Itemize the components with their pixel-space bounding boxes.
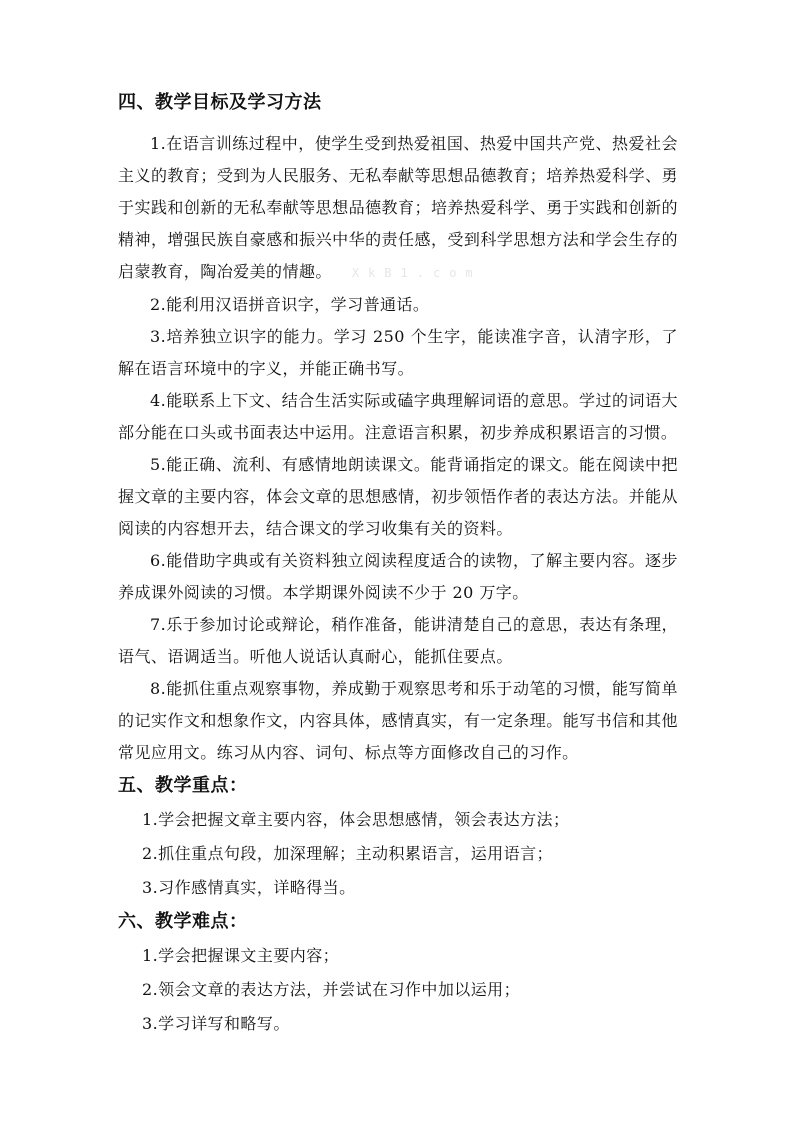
key-point-3: 3.习作感情真实，详略得当。 [142,878,356,897]
goal-item-6: 6.能借助字典或有关资料独立阅读程度适合的读物，了解主要内容。逐步养成课外阅读的习惯。本学期课外阅读不少于 20 万字。 [118,551,678,602]
goal-item-4: 4.能联系上下文、结合生活实际或磕字典理解词语的意思。学过的词语大部分能在口头或书面表达中运用。注意语言积累，初步养成积累语言的习惯。 [118,391,678,442]
section5-heading: 五、教学重点： [118,775,248,796]
key-point-1: 1.学会把握文章主要内容，体会思想感情，领会表达方法； [142,810,570,829]
section4-heading: 四、教学目标及学习方法 [118,92,322,113]
goal-item-8: 8.能抓住重点观察事物，养成勤于观察思考和乐于动笔的习惯，能写简单的记实作文和想象作文，内容具体，感情真实，有一定条理。能写书信和其他常见应用文。练习从内容、词句、标点等方面修改自己的习作。 [118,679,678,762]
section6-heading: 六、教学难点： [118,911,248,932]
difficulty-3: 3.学习详写和略写。 [142,1014,290,1033]
document-page [118,92,678,1041]
goal-item-2: 2.能利用汉语拼音识字，学习普通话。 [150,295,430,314]
difficulty-1: 1.学会把握课文主要内容； [142,946,340,965]
goal-item-5: 5.能正确、流利、有感情地朗读课文。能背诵指定的课文。能在阅读中把握文章的主要内容，体会文章的思想感情，初步领悟作者的表达方法。并能从阅读的内容想开去，结合课文的学习收集有关的资料。 [118,455,678,538]
goal-item-7: 7.乐于参加讨论或辩论，稍作准备，能讲清楚自己的意思，表达有条理，语气、语调适当。听他人说话认真耐心，能抓住要点。 [118,615,678,666]
difficulty-2: 2.领会文章的表达方法，并尝试在习作中加以运用； [142,980,521,999]
key-point-2: 2.抓住重点句段，加深理解；主动积累语言，运用语言； [142,844,553,863]
goal-item-3: 3.培养独立识字的能力。学习 250 个生字，能读准字音，认清字形，了解在语言环境中的字义，并能正确书写。 [118,327,678,378]
watermark: XkB1.com [351,266,482,280]
goal-item-1-text: 1.在语言训练过程中，使学生受到热爱祖国、热爱中国共产党、热爱社会主义的教育；受到为人民服务、无私奉献等思想品德教育；培养热爱科学、勇于实践和创新的无私奉献等思想品德教育；培养热爱科学、勇于实践和创新的精神，增强民族自豪感和振兴中华的责任感，受到科学思想方法和学会生存的启蒙教育，陶冶爱美的情趣。 [118,134,678,281]
goal-item-1 [118,128,678,289]
